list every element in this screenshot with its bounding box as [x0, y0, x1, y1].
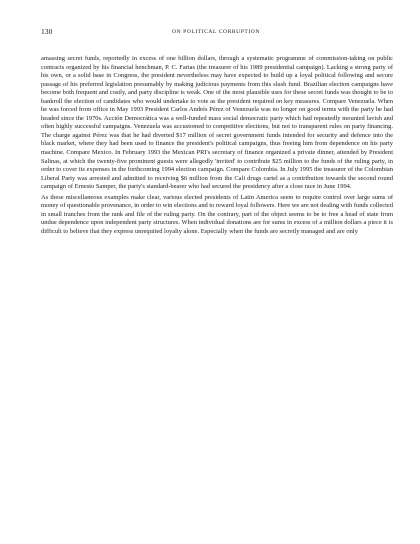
paragraph: amassing secret funds, reportedly in excess of one billion dollars, through a systematic programme of commission-taking on public contracts organized by his financial henchman, P. C. Farias (the treasurer of his 1989 presidential campaign). Lacking a strong party of his own, or a solid base in Congress, the president nevertheless may have expected to build up a loyal political following and secure passage of his preferred legislation presumably by making judicious payments from this slush fund. Brazilian election campaigns have become both frequent and costly, and party discipline is weak. One of the most plausible uses for these secret funds was thought to be to bankroll the election of candidates who would undertake to vote as the president required on key measures. Compare Venezuela. When he was forced from office in May 1993 President Carlos Andrés Pérez of Venezuela was no longer on good terms with the party he had headed since the 1970s. Acción Democrática was a well-funded mass social democratic party which had repeatedly mounted lavish and often highly successful campaigns. Venezuela was accustomed to competitive elections, but not to transparent rules on party financing. The charge against Pérez was that he had diverted $17 million of secret government funds intended for security and defence into the black market, where they had been used to finance the president's political campaigns, thus freeing him from dependence on his party machine. Compare Mexico. In February 1993 the Mexican PRI's secretary of finance organized a private dinner, attended by President Salinas, at which the twenty-five prominent guests were allegedly 'invited' to contribute $25 million to the funds of the ruling party, in order to cover its expenses in the forthcoming 1994 election campaign. Compare Colombia. In July 1995 the treasurer of the Colombian Liberal Party was arrested and admitted to receiving $6 million from the Cali drugs cartel as a contribution towards the second round campaign of Ernesto Samper, the party's standard-bearer who had secured the presidency after a close race in June 1994.: [41, 55, 393, 191]
running-header: [41, 27, 391, 39]
page-number: 130: [41, 27, 53, 36]
running-title: ON POLITICAL CORRUPTION: [172, 29, 260, 35]
body-text: [41, 55, 393, 236]
paragraph: As these miscellaneous examples make clear, various elected presidents of Latin America seem to require control over large sums of money of questionable provenance, in order to win elections and to reward loyal followers. Here we are not dealing with funds collected in small tranches from the rank and file of the ruling party. On the contrary, part of the object seems to be to free a head of state from undue dependence upon independent party structures. When individual donations are for sums in excess of a million dollars a piece it is difficult to believe that they express unrequited loyalty alone. Especially when the funds are secretly managed and are only: [41, 193, 393, 235]
